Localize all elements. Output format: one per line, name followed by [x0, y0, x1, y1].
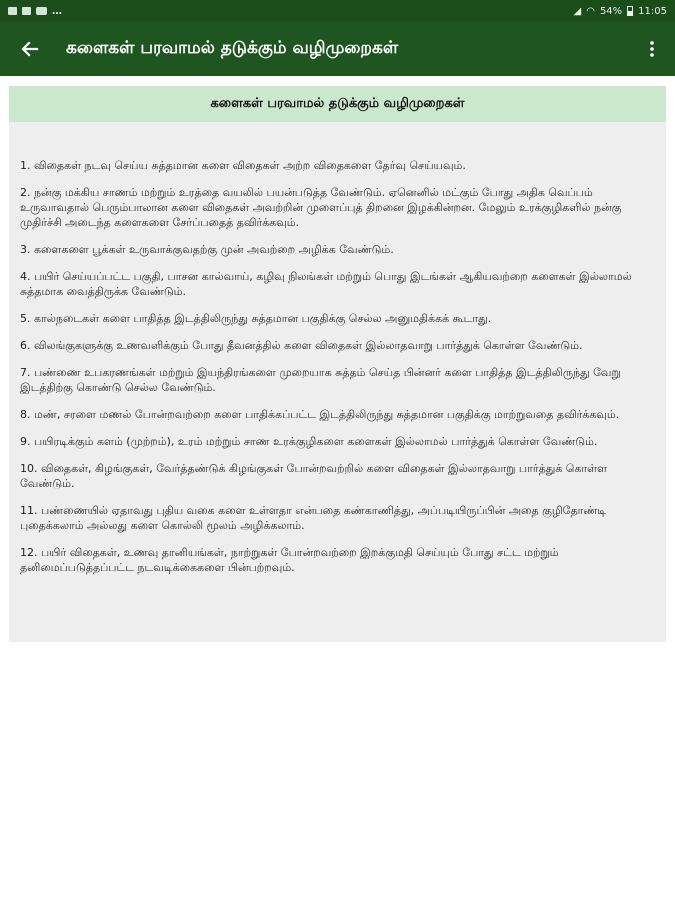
more-vert-icon — [649, 40, 655, 58]
arrow-back-icon — [21, 40, 39, 58]
status-time: 11:05 — [638, 5, 667, 17]
list-item: 5. கால்நடைகள் களை பாதித்த இடத்திலிருந்து சுத்தமான பகுதிக்கு செல்ல அனுமதிக்கக் கூடாது. — [20, 312, 492, 325]
list-item: 9. பயிரடிக்கும் களம் (முற்றம்), உரம் மற்றும் சாண உரக்குழிகளை களைகள் இல்லாமல் பார்த்துக் கொள்ள வேண்டும். — [20, 435, 598, 448]
list-item: 2. நன்கு மக்கிய சாணம் மற்றும் உரத்தை வயலில் பயன்படுத்த வேண்டும். ஏனெனில் மட்கும் போது அதிக வெப்பம் உருவாவதால் பெரும்பாலான களை விதைகள் அவற்றின் முளைப்புத் திறனை இழக்கின்றன. மேலும் உரக்குழிகளில் நன்கு முதிர்ச்சி அடைந்த களைகளை சேர்ப்பதைத் தவிர்க்கவும். — [20, 186, 622, 229]
list-item: 8. மண், சரளை மணல் போன்றவற்றை களை பாதிக்கப்பட்ட இடத்திலிருந்து சுத்தமான பகுதிக்கு மாற்றுவதை தவிர்க்கவும். — [20, 408, 620, 421]
gallery-notification-icon — [22, 7, 31, 15]
list-item: 12. பயிர் விதைகள், உணவு தானியங்கள், நாற்றுகள் போன்றவற்றை இறக்குமதி செய்யும் போது சட்ட மற்றும் தனிமைப்படுத்தப்பட்ட நடவடிக்கைகளை பின்பற்றவும். — [20, 546, 559, 574]
battery-percent: 54% — [599, 5, 623, 17]
back-button[interactable] — [0, 22, 60, 76]
signal-icon: ◢ — [573, 5, 582, 17]
battery-icon — [627, 6, 633, 16]
list-item: 1. விதைகள் நடவு செய்ய சுத்தமான களை விதைகள் அற்ற விதைகளை தேர்வு செய்யவும். — [20, 159, 466, 172]
list-item: 10. விதைகள், கிழங்குகள், வேர்த்தண்டுக் கிழங்குகள் போன்றவற்றில் களை விதைகள் இல்லாதவாறு பார்த்துக் கொள்ள வேண்டும். — [20, 462, 608, 490]
status-bar — [0, 0, 675, 22]
list-item: 11. பண்ணையில் ஏதாவது புதிய வகை களை உள்ளதா என்பதை கண்காணித்து, அப்படியிருப்பின் அதை குழிதோண்டி புதைக்கலாம் அல்லது களை கொல்லி மூலம் அழிக்கலாம். — [20, 504, 607, 532]
wifi-icon: ◠ — [586, 5, 595, 17]
app-bar — [0, 22, 675, 76]
app-bar-title: களைகள் பரவாமல் தடுக்கும் வழிமுறைகள் — [66, 38, 399, 58]
image-notification-icon — [8, 7, 17, 15]
list-item: 6. விலங்குகளுக்கு உணவளிக்கும் போது தீவனத்தில் களை விதைகள் இல்லாதவாறு பார்த்துக் கொள்ள வேண்டும். — [20, 339, 583, 352]
card-header: களைகள் பரவாமல் தடுக்கும் வழிமுறைகள் — [9, 86, 666, 122]
status-system-icons — [574, 6, 668, 17]
more-notifications-icon: … — [52, 5, 63, 17]
list-item: 7. பண்ணை உபகரணங்கள் மற்றும் இயந்திரங்களை முறையாக சுத்தம் செய்த பின்னர் களை பாதித்த இடத்திலிருந்து வேறு இடத்திற்கு கொண்டு செல்ல வேண்டும். — [20, 366, 621, 394]
list-item: 4. பயிர் செய்யப்பட்ட பகுதி, பாசன கால்வாய், கழிவு நிலங்கள் மற்றும் பொது இடங்கள் ஆகியவற்றை களைகள் இல்லாமல் சுத்தமாக வைத்திருக்க வேண்டும். — [20, 270, 632, 298]
card-body — [9, 122, 666, 575]
list-item: 3. களைகளை பூக்கள் உருவாக்குவதற்கு முன் அவற்றை அழிக்க வேண்டும். — [20, 243, 394, 256]
status-notification-icons — [8, 6, 63, 17]
content-card — [9, 86, 666, 642]
youtube-notification-icon — [36, 7, 47, 15]
overflow-menu-button[interactable] — [629, 22, 675, 76]
